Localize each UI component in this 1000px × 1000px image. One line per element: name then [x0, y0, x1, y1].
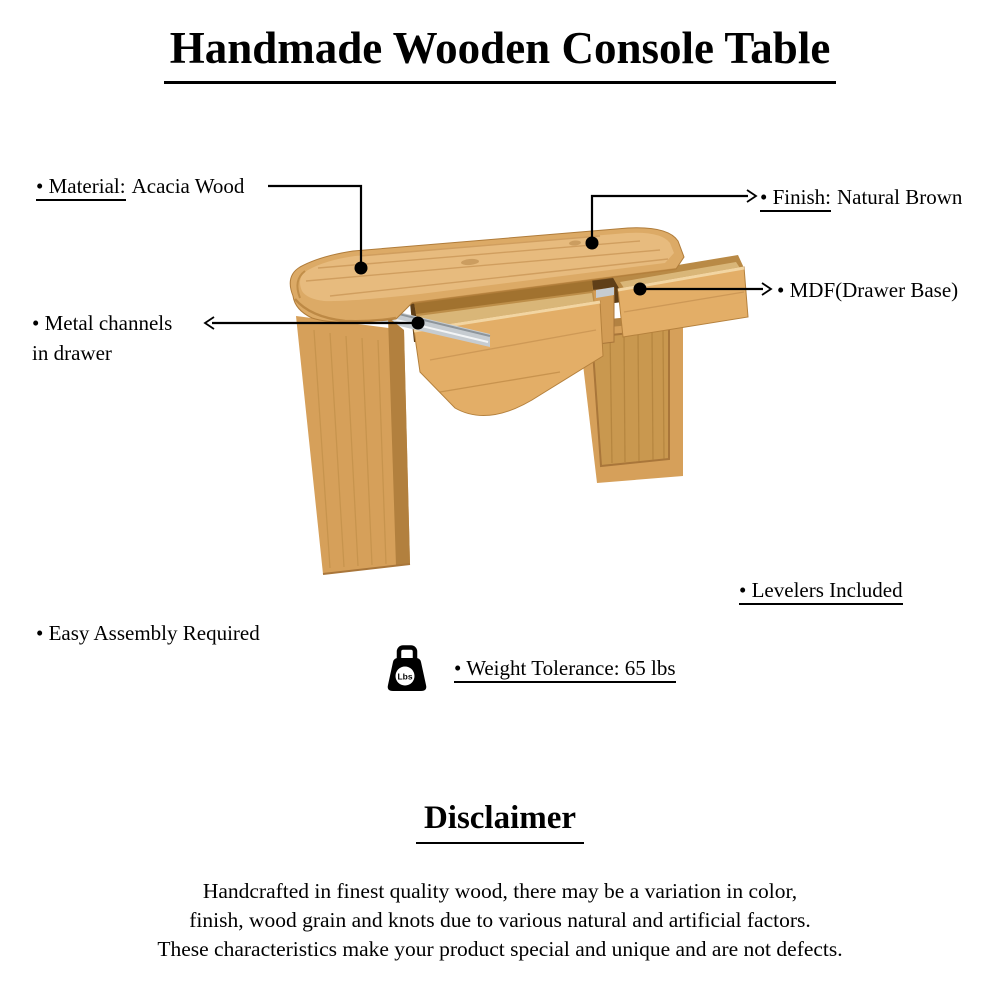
metal-callout-dot [412, 317, 425, 330]
disclaimer-section [0, 800, 1000, 844]
weight-lbs-icon [386, 645, 428, 693]
material-label: • Material: [36, 174, 126, 201]
finish-label: • Finish: [760, 185, 831, 212]
disclaimer-line-3: These characteristics make your product special and unique and are not defects. [157, 937, 843, 961]
weight-tolerance-text: • Weight Tolerance: 65 lbs [454, 656, 676, 683]
finish-arrowhead [747, 190, 756, 202]
metal-channels-line1: • Metal channels [32, 311, 173, 335]
material-value: Acacia Wood [131, 174, 245, 198]
header [0, 24, 1000, 84]
kettlebell-icon [386, 645, 428, 693]
callout-levelers [739, 577, 903, 603]
page-title: Handmade Wooden Console Table [164, 24, 837, 84]
easy-assembly-text: • Easy Assembly Required [36, 621, 260, 645]
callout-mdf [777, 277, 958, 303]
disclaimer-line-1: Handcrafted in finest quality wood, there may be a variation in color, [202, 879, 798, 903]
material-callout-line [268, 186, 361, 263]
mdf-arrowhead [762, 283, 771, 295]
callout-finish [760, 184, 962, 210]
callout-metal-channels [32, 308, 172, 368]
mdf-text: • MDF(Drawer Base) [777, 278, 959, 302]
material-callout-dot [355, 262, 368, 275]
disclaimer-line-2: finish, wood grain and knots due to various natural and artificial factors. [189, 908, 811, 932]
left-leg [296, 316, 410, 574]
disclaimer-heading: Disclaimer [416, 800, 584, 844]
disclaimer-paragraph [0, 877, 1000, 964]
metal-channels-line2: in drawer [32, 341, 112, 365]
levelers-text: • Levelers Included [739, 578, 903, 605]
finish-callout-dot [586, 237, 599, 250]
callout-easy-assembly [36, 620, 260, 646]
finish-value: Natural Brown [836, 185, 963, 209]
callout-material [36, 173, 244, 199]
callout-weight-tolerance [454, 655, 676, 681]
mdf-callout-dot [634, 283, 647, 296]
weight-icon-label: Lbs [397, 671, 413, 682]
